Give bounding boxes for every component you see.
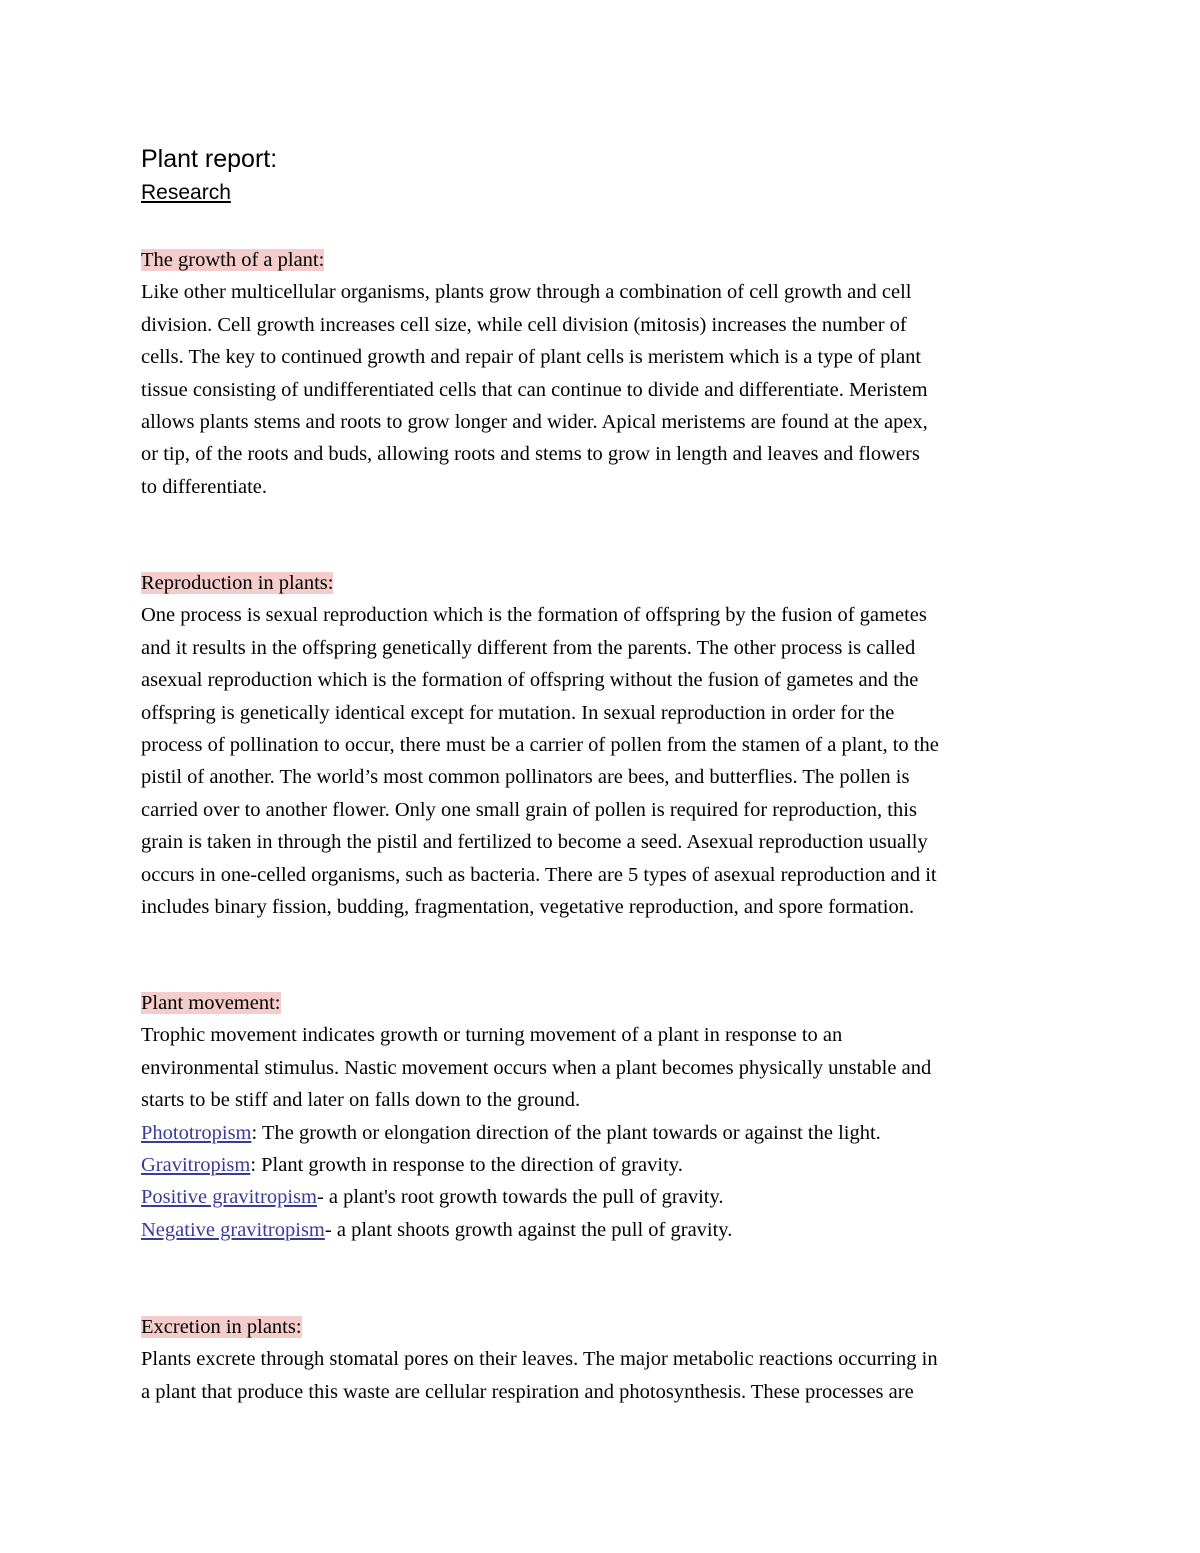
link-positive-gravitropism[interactable]: Positive gravitropism [141, 1186, 317, 1209]
body-line: offspring is genetically identical except for mutation. In sexual reproduction in order for the [141, 701, 895, 724]
link-gravitropism[interactable]: Gravitropism [141, 1154, 251, 1177]
term-definition: : Plant growth in response to the direction of gravity. [250, 1154, 683, 1177]
section-growth [141, 244, 1066, 503]
body-line: includes binary fission, budding, fragmentation, vegetative reproduction, and spore formation. [141, 896, 915, 919]
body-line: environmental stimulus. Nastic movement occurs when a plant becomes physically unstable and [141, 1056, 932, 1079]
body-line: division. Cell growth increases cell size, while cell division (mitosis) increases the number of [141, 313, 907, 336]
section-heading-movement: Plant movement: [141, 992, 281, 1014]
body-line: Plants excrete through stomatal pores on their leaves. The major metabolic reactions occurring in [141, 1348, 938, 1371]
body-line: tissue consisting of undifferentiated cells that can continue to divide and differentiate. Meristem [141, 378, 928, 401]
section-excretion [141, 1311, 1066, 1408]
body-line: process of pollination to occur, there must be a carrier of pollen from the stamen of a plant, to the [141, 734, 939, 757]
section-reproduction [141, 567, 1066, 923]
term-line-gravitropism [141, 1149, 1066, 1181]
link-negative-gravitropism[interactable]: Negative gravitropism [141, 1218, 325, 1241]
document-subtitle: Research [141, 181, 231, 204]
link-phototropism[interactable]: Phototropism [141, 1121, 252, 1144]
body-line: One process is sexual reproduction which is the formation of offspring by the fusion of gametes [141, 604, 927, 627]
term-definition: - a plant shoots growth against the pull of gravity. [324, 1218, 733, 1241]
section-movement [141, 987, 1066, 1246]
body-line: Trophic movement indicates growth or turning movement of a plant in response to an [141, 1024, 843, 1047]
body-line: a plant that produce this waste are cellular respiration and photosynthesis. These processes are [141, 1380, 914, 1403]
section-heading-excretion: Excretion in plants: [141, 1316, 302, 1338]
body-line: or tip, of the roots and buds, allowing roots and stems to grow in length and leaves and flowers [141, 443, 920, 466]
term-definition: - a plant's root growth towards the pull of gravity. [316, 1186, 724, 1209]
body-line: cells. The key to continued growth and repair of plant cells is meristem which is a type of plant [141, 346, 922, 369]
body-line: pistil of another. The world’s most common pollinators are bees, and butterflies. The pollen is [141, 766, 910, 789]
body-line: Like other multicellular organisms, plants grow through a combination of cell growth and cell [141, 281, 912, 304]
section-heading-growth: The growth of a plant: [141, 249, 325, 271]
body-line: carried over to another flower. Only one small grain of pollen is required for reproduction, this [141, 798, 917, 821]
body-line: to differentiate. [141, 475, 267, 498]
body-line: allows plants stems and roots to grow longer and wider. Apical meristems are found at the apex, [141, 411, 928, 434]
term-line-positive-gravitropism [141, 1181, 1066, 1213]
body-line: and it results in the offspring genetically different from the parents. The other process is called [141, 636, 916, 659]
body-line: starts to be stiff and later on falls down to the ground. [141, 1089, 581, 1112]
term-line-negative-gravitropism [141, 1214, 1066, 1246]
section-heading-reproduction: Reproduction in plants: [141, 572, 334, 594]
term-line-phototropism [141, 1117, 1066, 1149]
document-title: Plant report: [141, 145, 278, 173]
body-line: occurs in one-celled organisms, such as bacteria. There are 5 types of asexual reproduction and it [141, 863, 937, 886]
term-definition: : The growth or elongation direction of the plant towards or against the light. [251, 1121, 881, 1144]
body-line: asexual reproduction which is the formation of offspring without the fusion of gametes and the [141, 669, 919, 692]
body-line: grain is taken in through the pistil and fertilized to become a seed. Asexual reproduction usually [141, 831, 928, 854]
